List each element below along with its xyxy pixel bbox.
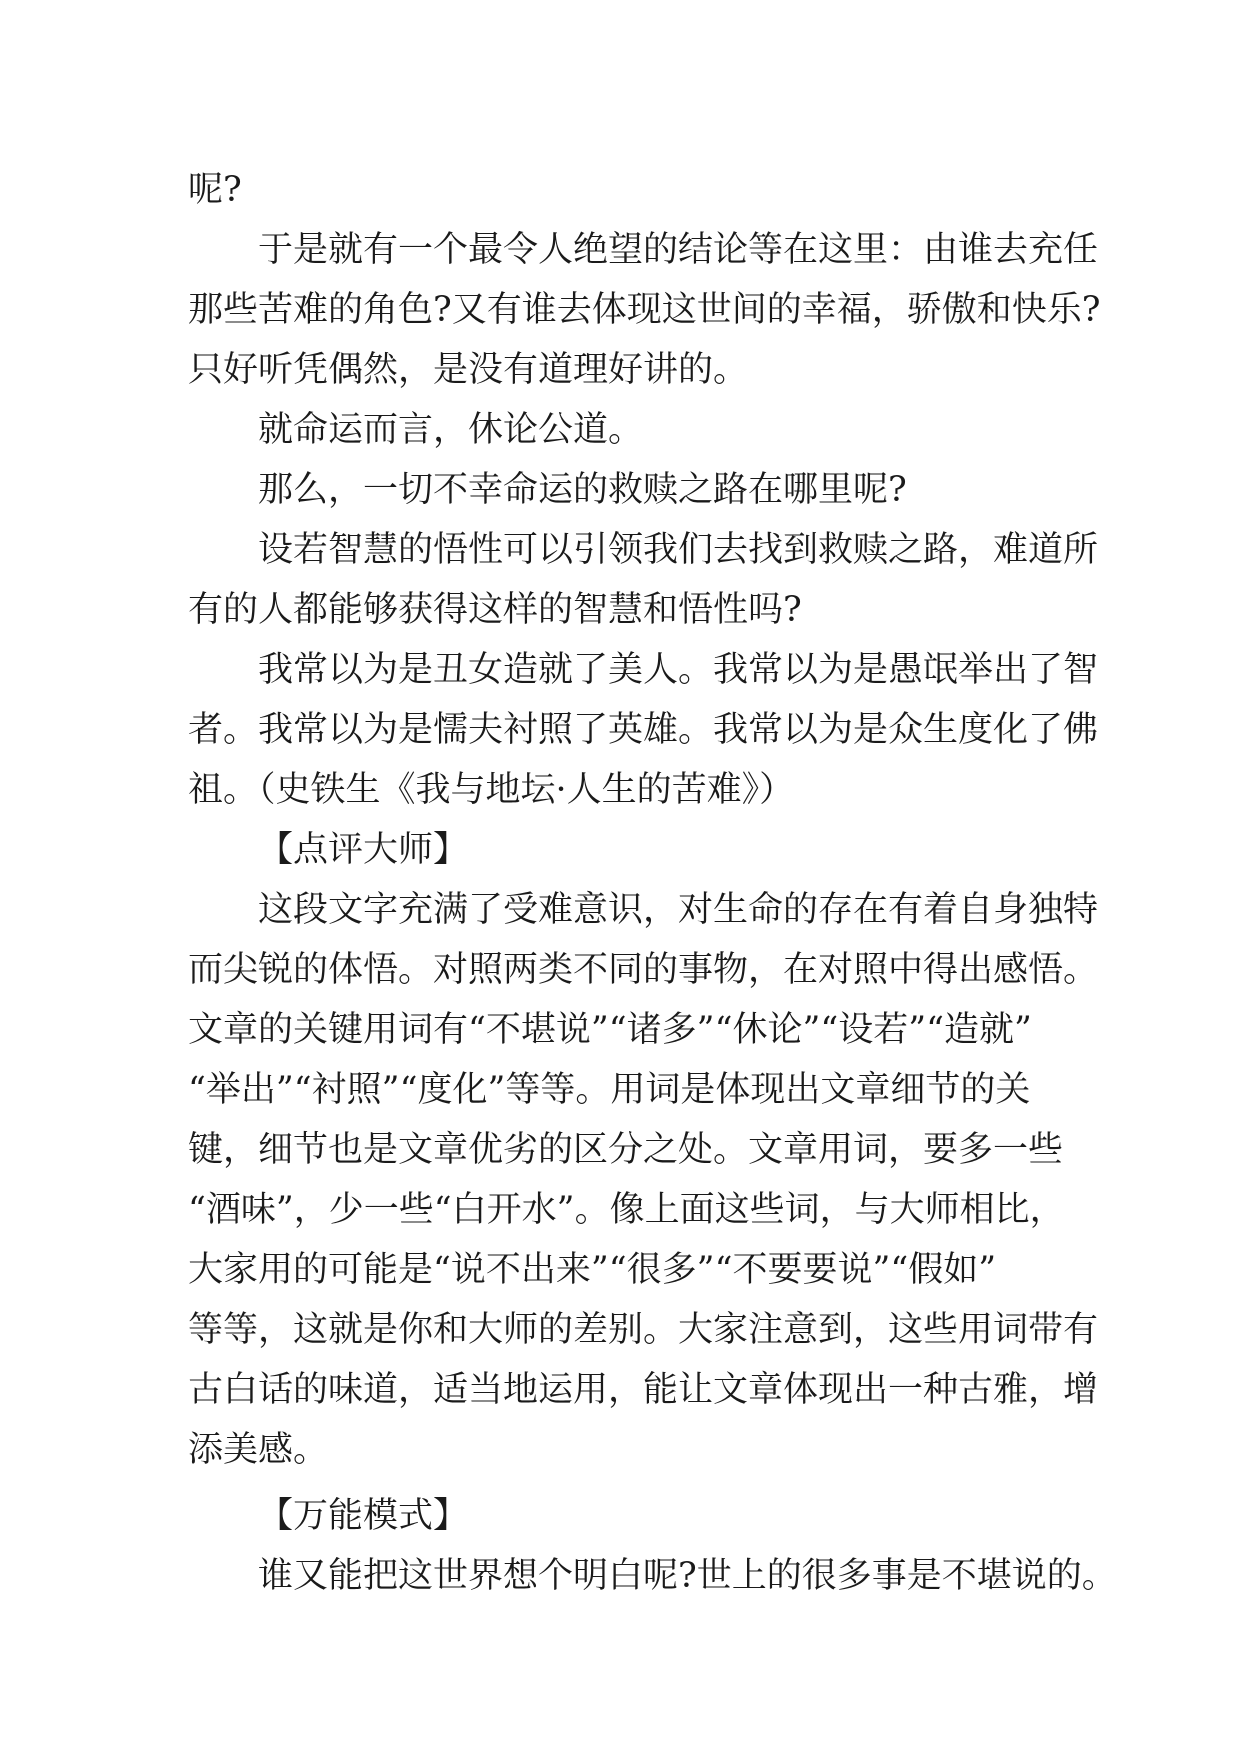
- text-line: 那么，一切不幸命运的救赎之路在哪里呢?: [258, 470, 907, 510]
- text-line: 呢?: [188, 170, 242, 210]
- text-line: 而尖锐的体悟。对照两类不同的事物，在对照中得出感悟。: [188, 950, 1099, 990]
- section-heading-review: 【点评大师】: [258, 830, 469, 870]
- body-text: [188, 160, 1117, 1606]
- text-line: 祖。（史铁生《我与地坛·人生的苦难》）: [188, 770, 795, 810]
- text-line: 谁又能把这世界想个明白呢?世上的很多事是不堪说的。: [258, 1556, 1117, 1596]
- text-line: 设若智慧的悟性可以引领我们去找到救赎之路，难道所: [258, 530, 1099, 570]
- text-line: 添美感。: [188, 1430, 329, 1470]
- text-line: 键，细节也是文章优劣的区分之处。文章用词，要多一些: [188, 1130, 1064, 1170]
- text-line: 等等，这就是你和大师的差别。大家注意到，这些用词带有: [188, 1310, 1099, 1350]
- text-line: 我常以为是丑女造就了美人。我常以为是愚氓举出了智: [258, 650, 1099, 690]
- text-line: 古白话的味道，适当地运用，能让文章体现出一种古雅，增: [188, 1370, 1099, 1410]
- text-line: 那些苦难的角色?又有谁去体现这世间的幸福，骄傲和快乐?: [188, 290, 1101, 330]
- text-line: “酒味”，少一些“白开水”。像上面这些词，与大师相比，: [188, 1190, 1065, 1230]
- text-line: 于是就有一个最令人绝望的结论等在这里：由谁去充任: [258, 230, 1099, 270]
- section-heading-template: 【万能模式】: [258, 1496, 469, 1536]
- text-line: “举出”“衬照”“度化”等等。用词是体现出文章细节的关: [188, 1070, 1031, 1110]
- text-line: 大家用的可能是“说不出来”“很多”“不要要说”“假如”: [188, 1250, 997, 1290]
- text-line: 这段文字充满了受难意识，对生命的存在有着自身独特: [258, 890, 1099, 930]
- text-line: 有的人都能够获得这样的智慧和悟性吗?: [188, 590, 802, 630]
- text-line: 文章的关键用词有“不堪说”“诸多”“休论”“设若”“造就”: [188, 1010, 1032, 1050]
- text-line: 只好听凭偶然，是没有道理好讲的。: [188, 350, 749, 390]
- text-line: 者。我常以为是懦夫衬照了英雄。我常以为是众生度化了佛: [188, 710, 1099, 750]
- text-line: 就命运而言，休论公道。: [258, 410, 644, 450]
